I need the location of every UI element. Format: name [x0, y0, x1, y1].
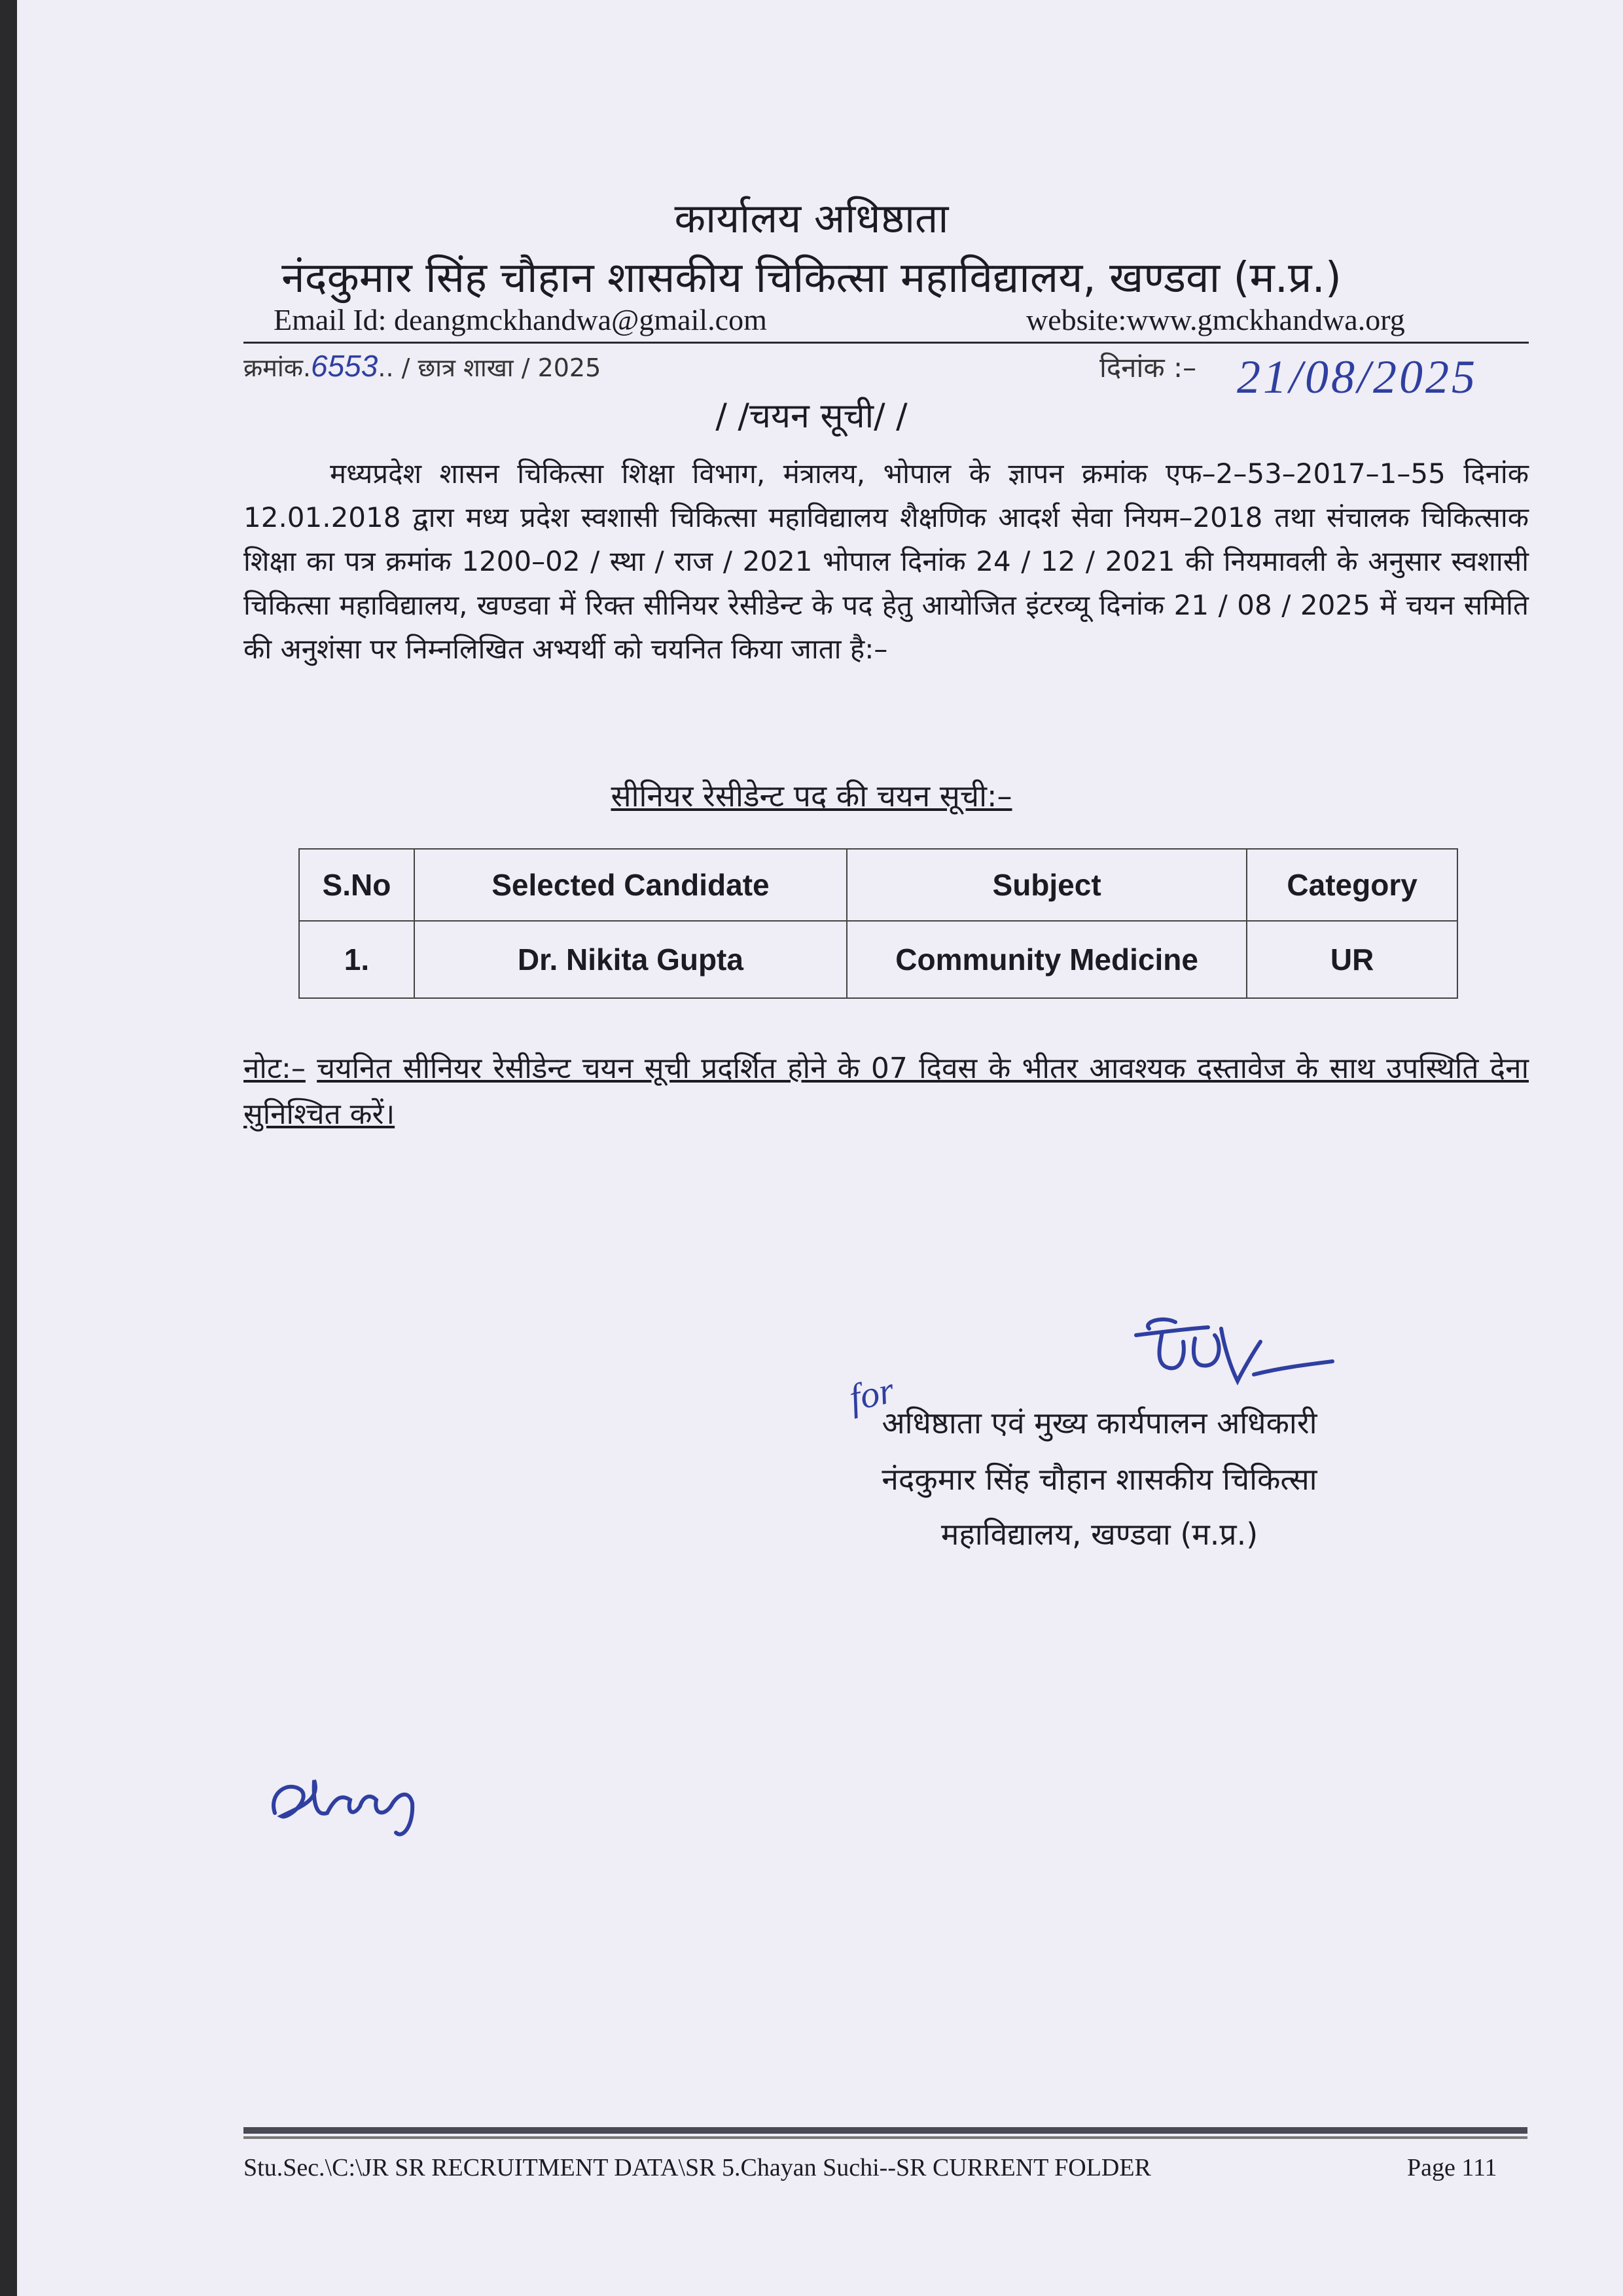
footer-page-number: Page 111 [1407, 2154, 1497, 2181]
handwritten-date: 21/08/2025 [1237, 351, 1478, 403]
cell-candidate: Dr. Nikita Gupta [414, 921, 847, 998]
header-rule [243, 342, 1529, 344]
email-line: Email Id: deangmckhandwa@gmail.com [274, 303, 767, 336]
footer-rule-thick [243, 2127, 1527, 2134]
ref-suffix: .. / छात्र शाखा / 2025 [378, 353, 601, 382]
office-title: कार्यालय अधिष्ठाता [674, 194, 949, 242]
handwritten-initials-image [262, 1754, 432, 1852]
signatory-college: नंदकुमार सिंह चौहान शासकीय चिकित्सा [882, 1462, 1317, 1497]
selection-list-subtitle: सीनियर रेसीडेन्ट पद की चयन सूची:– [611, 778, 1012, 814]
ref-prefix: क्रमांक. [243, 353, 312, 382]
cell-subject: Community Medicine [847, 921, 1247, 998]
date-label: दिनांक :– [1099, 351, 1197, 384]
header-category: Category [1247, 849, 1457, 921]
signature-image [1123, 1302, 1339, 1401]
for-handwritten-mark: for [845, 1368, 898, 1420]
ref-number: 6553 [311, 349, 378, 383]
note-text: चयनित सीनियर रेसीडेन्ट चयन सूची प्रदर्शित होने के 07 दिवस के भीतर आवश्यक दस्तावेज के साथ उपस्थिति देना सुनिश्चित करें। [243, 1052, 1529, 1131]
header-candidate: Selected Candidate [414, 849, 847, 921]
reference-line [243, 348, 601, 384]
college-name: नंदकुमार सिंह चौहान शासकीय चिकित्सा महाविद्यालय, खण्डवा (म.प्र.) [281, 254, 1342, 302]
table-row [299, 921, 1457, 998]
scan-page-edge [0, 0, 17, 2296]
note-label: नोट:– [243, 1052, 306, 1085]
body-paragraph: मध्यप्रदेश शासन चिकित्सा शिक्षा विभाग, मंत्रालय, भोपाल के ज्ञापन क्रमांक एफ–2–53–2017–1–55 दिनांक 12.01.2018 द्वारा मध्य प्रदेश स्वशासी चिकित्सा महाविद्यालय शैक्षणिक आदर्श सेवा नियम–2018 तथा संचालक चिकित्साक शिक्षा का पत्र क्रमांक 1200–02 / स्था / राज / 2021 भोपाल दिनांक 24 / 12 / 2021 की नियमावली के अनुसार स्वशासी चिकित्सा महाविद्यालय, खण्डवा में रिक्त सीनियर रेसीडेन्ट के पद हेतु आयोजित इंटरव्यू दिनांक 21 / 08 / 2025 में चयन समिति की अनुशंसा पर निम्नलिखित अभ्यर्थी को चयनित किया जाता है:– [243, 457, 1529, 665]
website-line: website:www.gmckhandwa.org [1026, 303, 1405, 336]
cell-sno: 1. [299, 921, 414, 998]
note-paragraph [243, 1046, 1529, 1138]
table-header-row [299, 849, 1457, 921]
signatory-designation: अधिष्ठाता एवं मुख्य कार्यपालन अधिकारी [882, 1405, 1317, 1441]
selection-table [298, 848, 1458, 999]
header-sno: S.No [299, 849, 414, 921]
signatory-location: महाविद्यालय, खण्डवा (म.प्र.) [940, 1516, 1258, 1552]
list-title: / /चयन सूची/ / [715, 397, 908, 436]
header-subject: Subject [847, 849, 1247, 921]
footer-file-path: Stu.Sec.\C:\JR SR RECRUITMENT DATA\SR 5.Chayan Suchi--SR CURRENT FOLDER [243, 2154, 1151, 2181]
cell-category: UR [1247, 921, 1457, 998]
footer-rule-thin [243, 2136, 1527, 2139]
